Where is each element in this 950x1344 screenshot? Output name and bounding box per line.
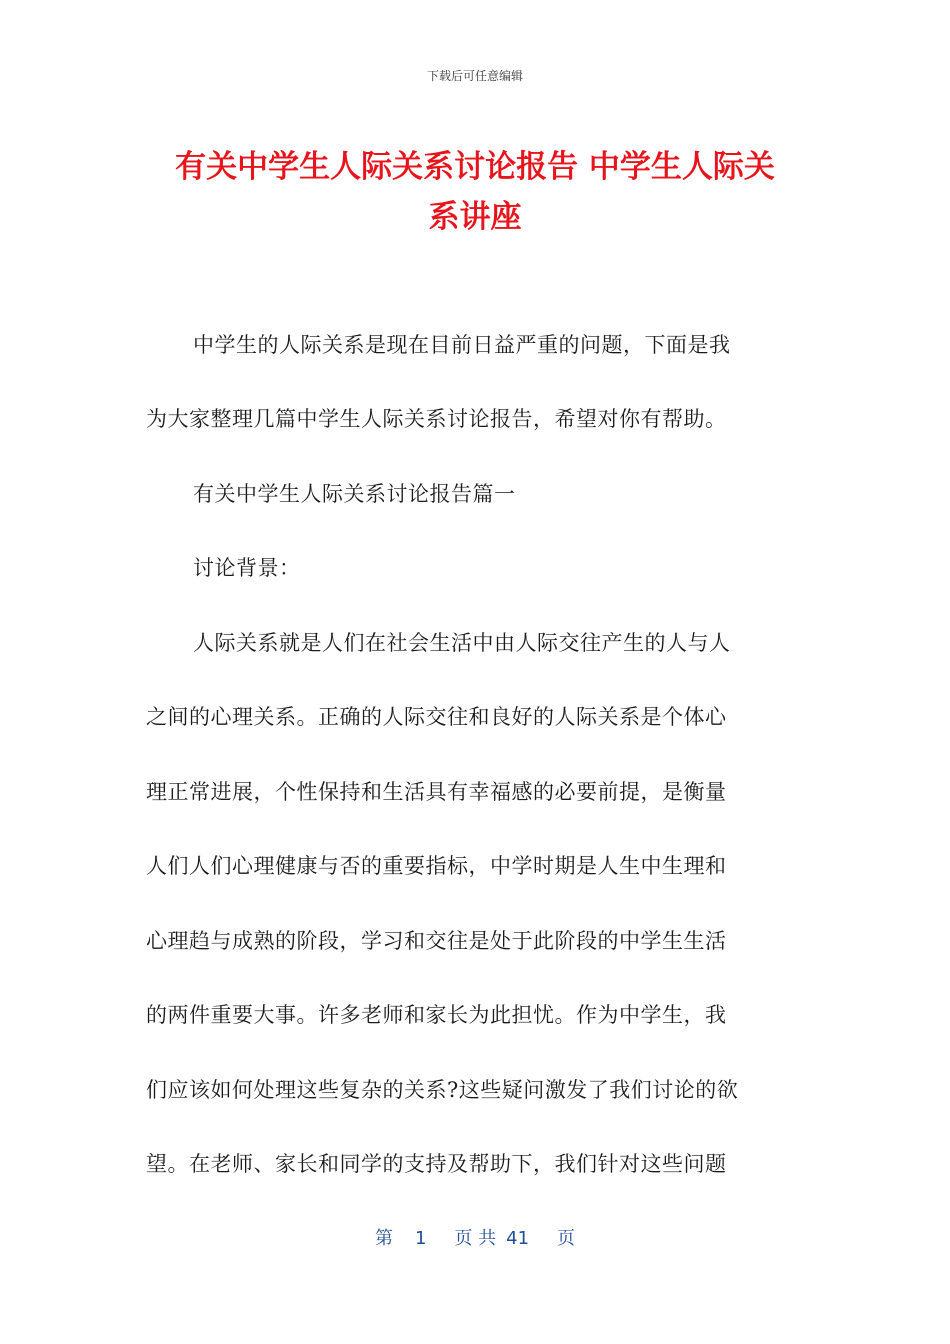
header-note: 下载后可任意编辑 (426, 69, 523, 83)
paragraph-line: 人们人们心理健康与否的重要指标，中学时期是人生中生理和 (146, 854, 727, 878)
total-pages-number: 41 (506, 1228, 530, 1249)
subsection-label: 讨论背景： (193, 556, 301, 580)
paragraph-line: 们应该如何处理这些复杂的关系?这些疑问激发了我们讨论的欲 (146, 1078, 739, 1102)
paragraph-line: 为大家整理几篇中学生人际关系讨论报告，希望对你有帮助。 (146, 407, 727, 431)
paragraph-line: 心理趋与成熟的阶段，学习和交往是处于此阶段的中学生生活 (146, 929, 727, 953)
title-line-1: 有关中学生人际关系讨论报告 中学生人际关 (175, 149, 775, 185)
paragraph-line: 之间的心理关系。正确的人际交往和良好的人际关系是个体心 (146, 705, 727, 729)
paragraph-line: 的两件重要大事。许多老师和家长为此担忧。作为中学生，我 (146, 1003, 727, 1027)
footer-prefix: 第 (374, 1228, 393, 1249)
paragraph-line: 理正常进展，个性保持和生活具有幸福感的必要前提，是衡量 (146, 780, 727, 804)
title-line-2: 系讲座 (428, 199, 522, 235)
current-page-number: 1 (414, 1228, 427, 1249)
paragraph-line: 人际关系就是人们在社会生活中由人际交往产生的人与人 (193, 631, 731, 655)
paragraph-line: 中学生的人际关系是现在目前日益严重的问题，下面是我 (193, 333, 731, 357)
footer-suffix: 页 (557, 1228, 576, 1249)
section-heading: 有关中学生人际关系讨论报告篇一 (193, 482, 516, 506)
page-footer (0, 1226, 950, 1252)
paragraph-line: 望。在老师、家长和同学的支持及帮助下，我们针对这些问题 (146, 1152, 727, 1176)
document-title (140, 142, 810, 242)
footer-middle: 页 共 (454, 1228, 497, 1249)
